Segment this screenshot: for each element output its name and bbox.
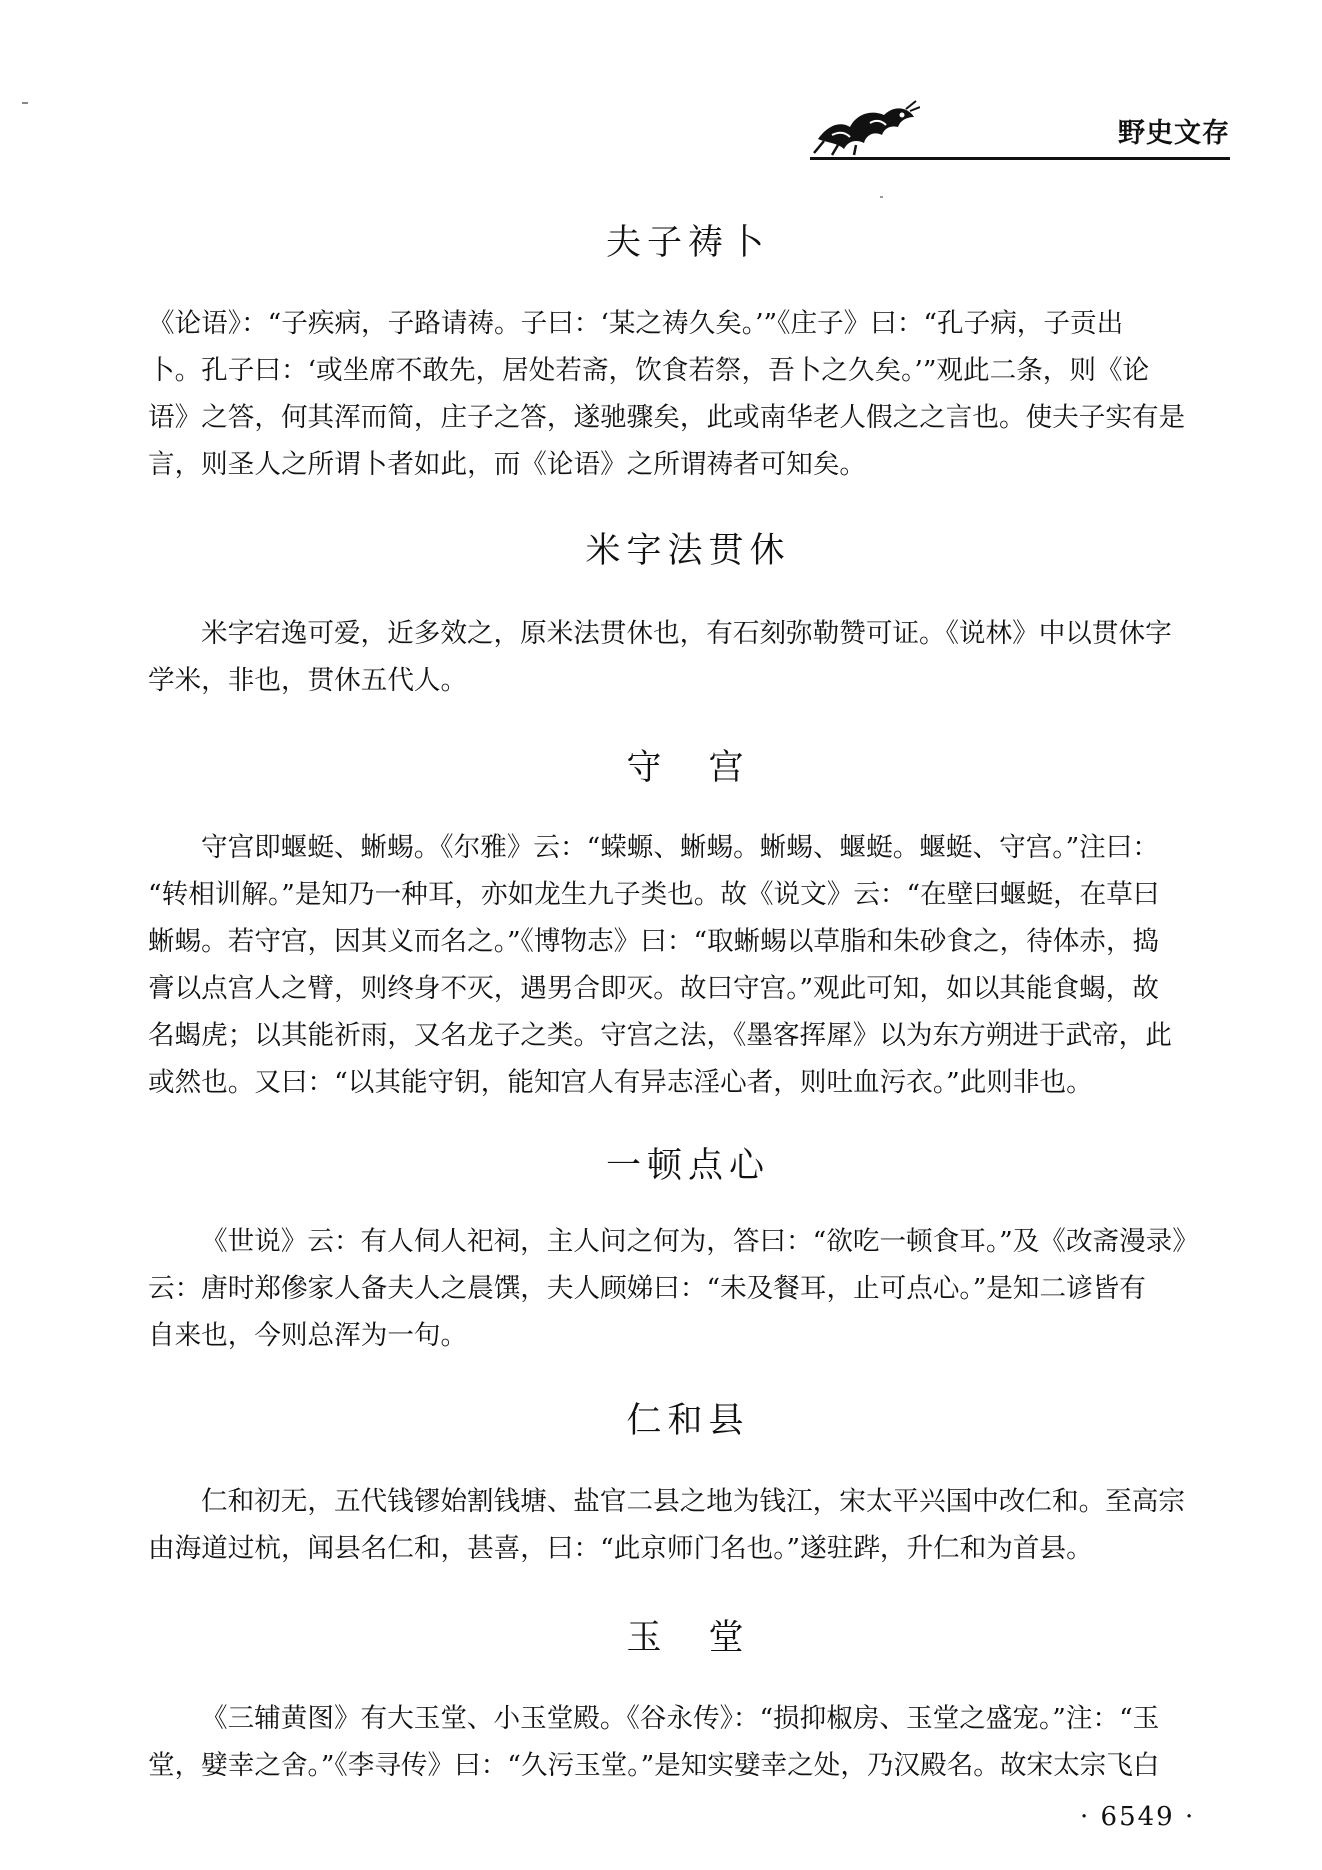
article-body — [148, 1695, 1228, 1789]
text-line: 《世说》云：有人伺人祀祠，主人问之何为，答曰：“欲吃一顿食耳。”及《改斋漫录》 — [201, 1226, 1199, 1257]
text-line: 语》之答，何其浑而简，庄子之答，遂驰骤矣，此或南华老人假之之言也。使夫子实有是 — [148, 402, 1186, 433]
scan-speck — [880, 196, 883, 198]
text-line: 自来也，今则总浑为一句。 — [148, 1320, 468, 1351]
text-line: 堂，嬖幸之舍。”《李寻传》曰：“久污玉堂。”是知实嬖幸之处，乃汉殿名。故宋太宗飞白 — [148, 1750, 1160, 1781]
article-title: 守 宫 — [626, 748, 750, 788]
text-line: 米字宕逸可爱，近多效之，原米法贯休也，有石刻弥勒赞可证。《说林》中以贯休字 — [201, 618, 1172, 649]
text-line: 或然也。又曰：“以其能守钥，能知宫人有异志淫心者，则吐血污衣。”此则非也。 — [148, 1067, 1093, 1098]
running-header — [810, 95, 1230, 165]
article-body — [148, 1478, 1228, 1572]
text-line: 卜。孔子曰：‘或坐席不敢先，居处若斋，饮食若祭，吾卜之久矣。’”观此二条，则《论 — [148, 355, 1150, 386]
text-line: 蜥蜴。若守宫，因其义而名之。”《博物志》曰：“取蜥蜴以草脂和朱砂食之，待体赤，捣 — [148, 926, 1160, 957]
text-line: 仁和初无，五代钱镠始割钱塘、盐官二县之地为钱江，宋太平兴国中改仁和。至高宗 — [201, 1486, 1185, 1517]
text-line: 《论语》：“子疾病，子路请祷。子曰：‘某之祷久矣。’”《庄子》曰：“孔子病，子贡出 — [148, 308, 1124, 339]
header-rule — [810, 157, 1230, 160]
scan-mark — [22, 102, 28, 104]
article-title: 一顿点心 — [605, 1146, 770, 1186]
article-body — [148, 610, 1228, 704]
text-line: 学米，非也，贯休五代人。 — [148, 665, 468, 696]
article-title: 仁和县 — [626, 1401, 750, 1441]
article-body — [148, 824, 1228, 1106]
article-body — [148, 300, 1228, 488]
text-line: 由海道过杭，闻县名仁和，甚喜，曰：“此京师门名也。”遂驻跸，升仁和为首县。 — [148, 1533, 1093, 1564]
text-line: 守宫即蝘蜓、蜥蜴。《尔雅》云：“蝾螈、蜥蜴。蜥蜴、蝘蜓。蝘蜓、守宫。”注曰： — [201, 832, 1159, 863]
text-line: “转相训解。”是知乃一种耳，亦如龙生九子类也。故《说文》云：“在壁曰蝘蜓，在草曰 — [148, 879, 1160, 910]
page-number: · 6549 · — [1080, 1802, 1196, 1832]
text-line: 膏以点宫人之臂，则终身不灭，遇男合即灭。故曰守宫。”观此可知，如以其能食蝎，故 — [148, 973, 1159, 1004]
text-line: 名蝎虎；以其能祈雨，又名龙子之类。守宫之法，《墨客挥犀》以为东方朔进于武帝，此 — [148, 1020, 1172, 1051]
text-line: 云：唐时郑傪家人备夫人之晨馔，夫人顾娣曰：“未及餐耳，止可点心。”是知二谚皆有 — [148, 1273, 1146, 1304]
text-line: 言，则圣人之所谓卜者如此，而《论语》之所谓祷者可知矣。 — [148, 449, 867, 480]
dragon-emblem-icon — [810, 95, 920, 157]
article-title: 夫子祷卜 — [605, 223, 770, 263]
article-body — [148, 1218, 1228, 1359]
article-title: 玉 堂 — [626, 1618, 750, 1658]
article-title: 米字法贯休 — [585, 531, 791, 571]
text-line: 《三辅黄图》有大玉堂、小玉堂殿。《谷永传》：“损抑椒房、玉堂之盛宠。”注：“玉 — [201, 1703, 1160, 1734]
running-header-title: 野史文存 — [1118, 118, 1230, 149]
